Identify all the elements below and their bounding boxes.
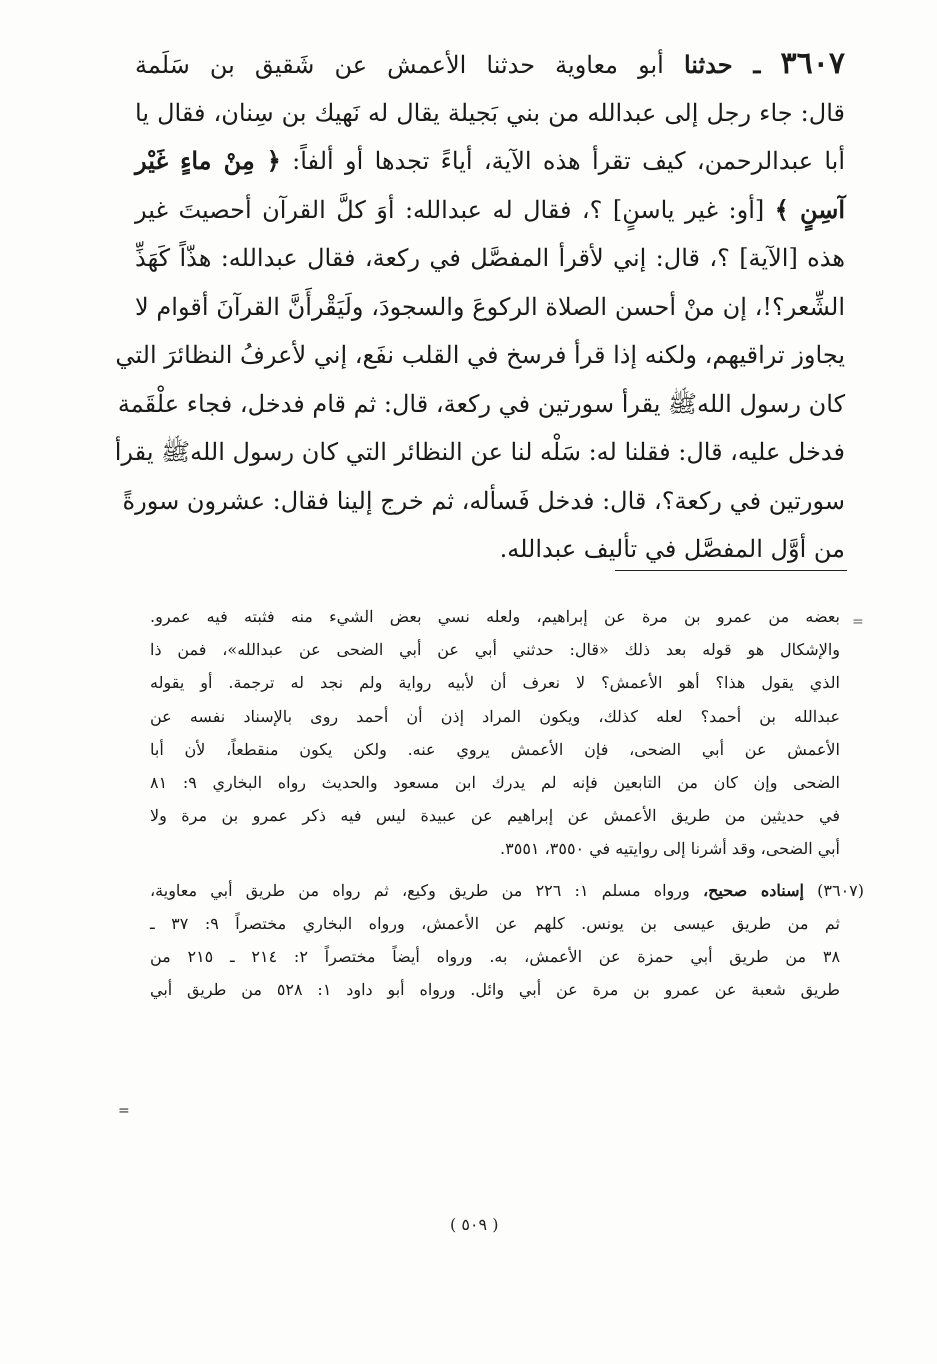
- hadith-line-text: هذه [الآية] ؟، قال: إني لأقرأ المفصَّل في ركعة، فقال عبدالله: هذّاً كَهَذِّ: [135, 244, 845, 272]
- footnote-divider: [615, 570, 847, 571]
- footnote-line: ثم من طريق عيسى بن يونس. كلهم عن الأعمش، ورواه البخاري مختصراً ٩: ٣٧ ـ: [150, 913, 840, 933]
- hadith-line: [115, 331, 845, 380]
- hadith-line-text: أبو معاوية حدثنا الأعمش عن شَقيق بن سَلَمة: [135, 51, 684, 79]
- footnote-lead: إسناده صحيح،: [702, 880, 804, 900]
- continuation-mark: =: [852, 614, 864, 630]
- hadith-line-text: كان رسول اللهﷺ يقرأ سورتين في ركعة، قال: ثم قام فدخل، فجاء علْقَمة: [117, 389, 845, 418]
- footnote-line: والإشكال هو قوله بعد ذلك «قال: حدثني أبي عن أبي الضحى عن عبدالله»، فمن ذا: [150, 640, 840, 660]
- end-continuation-mark: =: [118, 1103, 130, 1119]
- hadith-line: [135, 40, 845, 89]
- page-number: ( ٥٠٩ ): [450, 1215, 499, 1234]
- hadith-line-text: قال: جاء رجل إلى عبدالله من بني بَجيلة يقال له نَهيك بن سِنان، فقال يا: [135, 98, 845, 127]
- footnote-reference: (٣٦٠٧): [817, 880, 864, 900]
- quran-quote: آسِنٍ ﴾: [774, 194, 845, 224]
- footnote-line: ٣٨ من طريق أبي حمزة عن الأعمش، به. ورواه أيضاً مختصراً ٢: ٢١٤ ـ ٢١٥ من: [150, 946, 841, 966]
- footnote-line: [150, 874, 864, 907]
- footnote-line: الأعمش عن أبي الضحى، فإن الأعمش يروي عنه. ولكن يكون منقطعاً، لأن أبا: [150, 739, 840, 759]
- hadith-line-text: يجاوز تراقيهم، ولكنه إذا قرأ فرسخ في القلب نفَع، إني لأعرفُ النظائرَ التي: [115, 341, 845, 369]
- hadith-line-text: الشِّعر؟!، إن منْ أحسن الصلاة الركوعَ والسجودَ، ولَيَقْرأَنَّ القرآنَ أقوام لا: [135, 292, 845, 321]
- hadith-number: ٣٦٠٧: [780, 46, 845, 81]
- footnote-line: في حديثين من طريق الأعمش عن إبراهيم عن عبيدة ليس فيه ذكر عمرو بن مرة ولا: [150, 806, 840, 826]
- hadith-line: [114, 428, 845, 477]
- footnotes: [150, 600, 864, 1006]
- hadith-line: [135, 89, 845, 138]
- footnote-line: الذي يقول هذا؟ أهو الأعمش؟ لا نعرف أن لأبيه رواية ولم نجد له ترجمة. أو يقوله: [150, 673, 840, 693]
- hadith-line: [117, 380, 845, 429]
- hadith-line-text: من أوَّل المفصَّل في تأليف عبدالله.: [499, 535, 845, 563]
- hadith-line-text: سورتين في ركعة؟، قال: فدخل فَسأله، ثم خرج إلينا فقال: عشرون سورةً: [122, 486, 845, 515]
- hadith-line-text: فدخل عليه، قال: فقلنا له: سَلْه لنا عن النظائر التي كان رسول اللهﷺ يقرأ: [114, 438, 845, 466]
- footnote-line: عبدالله بن أحمد؟ لعله كذلك، ويكون المراد إذن أن أحمد روى بالإسناد نفسه عن: [150, 706, 840, 726]
- quran-quote: ﴿ مِنْ ماءٍ غَيْر: [135, 146, 281, 175]
- footnote-line: طريق شعبة عن عمرو بن مرة عن أبي وائل. ورواه أبو داود ١: ٥٢٨ من طريق أبي: [150, 980, 841, 1000]
- hadith-lead: ـ حدثنا: [683, 50, 761, 79]
- footnote-line: الضحى وإن كان من التابعين فإنه لم يدرك ابن مسعود والحديث رواه البخاري ٩: ٨١: [150, 772, 840, 792]
- hadith-line: [122, 477, 845, 526]
- hadith-line-text: [أو: غير ياسنٍ] ؟، فقال له عبدالله: أوَ كلَّ القرآن أحصيتَ غير: [135, 195, 775, 224]
- hadith-line: [135, 283, 845, 332]
- hadith-text: [114, 40, 845, 574]
- footnote-line: أبي الضحى، وقد أشرنا إلى روايتيه في ٣٥٥٠، ٣٥٥١.: [500, 839, 840, 859]
- footnote-line-text: ورواه مسلم ١: ٢٢٦ من طريق وكيع، ثم رواه من طريق أبي معاوية،: [150, 880, 703, 900]
- footnote-block-3607: [150, 874, 864, 1007]
- hadith-line: [135, 525, 845, 574]
- hadith-line: [135, 234, 845, 283]
- hadith-line: [135, 186, 845, 235]
- footnote-block-continued: [150, 600, 840, 866]
- hadith-line: [135, 137, 845, 186]
- hadith-line-text: أبا عبدالرحمن، كيف تقرأ هذه الآية، أياءً تجدها أو ألفاً:: [280, 147, 845, 175]
- footnote-line: بعضه من عمرو بن مرة عن إبراهيم، ولعله نسي بعض الشيء منه فثبته فيه عمرو.: [150, 607, 841, 626]
